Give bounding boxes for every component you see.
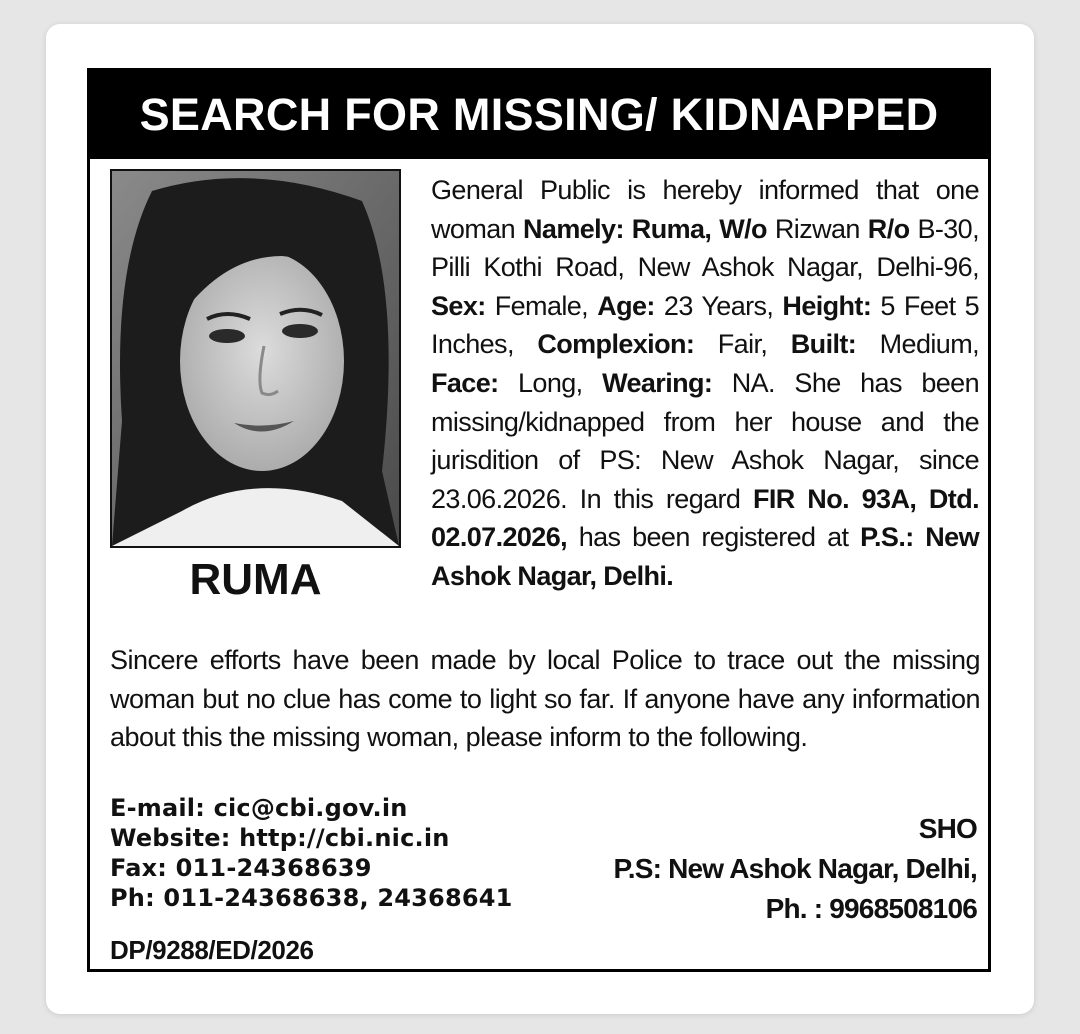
- missing-person-notice: [87, 68, 991, 972]
- contact-email[interactable]: E-mail: cic@cbi.gov.in: [110, 794, 408, 822]
- portrait-image: [112, 171, 399, 546]
- description-paragraph: [431, 171, 979, 596]
- paragraph-text: Female,: [485, 290, 598, 321]
- contact-website[interactable]: Website: http://cbi.nic.in: [110, 824, 450, 852]
- missing-person-photo: [110, 169, 401, 548]
- bold-field-label: Sex:: [431, 290, 486, 321]
- paragraph-text: 23 Years,: [654, 290, 783, 321]
- signatory-block: [613, 809, 977, 929]
- paragraph-text: has been registered at: [567, 522, 861, 553]
- paragraph-text: B-30, Pilli Kothi Road, New Ashok Nagar, Delhi-96,: [431, 213, 979, 283]
- paragraph-text: Fair,: [694, 329, 791, 360]
- paragraph-text: Long,: [498, 367, 603, 398]
- bold-field-label: P.S.: New Ashok Nagar, Delhi.: [431, 522, 979, 591]
- contact-phone: Ph: 011-24368638, 24368641: [110, 884, 513, 912]
- bold-field-label: Height:: [782, 290, 872, 321]
- title-bar: [90, 71, 988, 159]
- bold-field-label: Age:: [597, 290, 655, 321]
- paragraph-text: Rizwan: [766, 213, 868, 244]
- signatory-role: SHO: [918, 813, 977, 844]
- appeal-paragraph: Sincere efforts have been made by local Police to trace out the missing woman but no clue has come to light so far. If anyone have any information about this the missing woman, please inform to the following.: [110, 645, 980, 753]
- bold-field-label: Built:: [790, 329, 857, 360]
- paragraph-text: NA. She has been missing/kidnapped from her house and the jurisdition of PS: New Ashok Nagar, since 23.06.2026. In this regard: [431, 367, 980, 514]
- contact-fax: Fax: 011-24368639: [110, 854, 372, 882]
- person-name: RUMA: [189, 555, 322, 604]
- signatory-station: P.S: New Ashok Nagar, Delhi,: [613, 853, 977, 884]
- paragraph-text: General Public is hereby informed that one woman: [431, 175, 979, 244]
- bold-field-label: Face:: [431, 367, 499, 398]
- bold-field-label: Complexion:: [537, 329, 695, 360]
- notice-title: SEARCH FOR MISSING/ KIDNAPPED: [139, 89, 939, 140]
- reference-code: DP/9288/ED/2026: [110, 935, 314, 965]
- bold-field-label: Namely: Ruma, W/o: [523, 213, 767, 244]
- bold-field-label: R/o: [867, 213, 910, 244]
- paragraph-text: Medium,: [856, 329, 979, 360]
- paragraph-text: 5 Feet 5 Inches,: [431, 290, 979, 360]
- bold-field-label: FIR No. 93A, Dtd. 02.07.2026,: [431, 483, 979, 553]
- signatory-phone: Ph. : 9968508106: [765, 893, 977, 924]
- bold-field-label: Wearing:: [602, 367, 713, 398]
- contact-block: [110, 793, 513, 913]
